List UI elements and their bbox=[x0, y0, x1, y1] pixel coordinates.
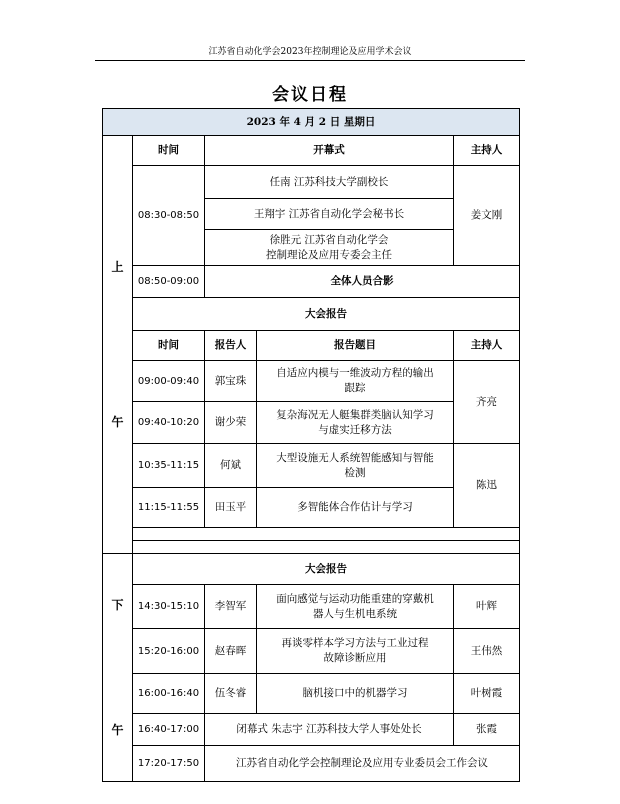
photo-label: 全体人员合影 bbox=[205, 266, 520, 298]
spacer-cell bbox=[133, 528, 520, 541]
afternoon-label bbox=[103, 554, 133, 782]
talk-topic: 多智能体合作估计与学习 bbox=[257, 488, 454, 528]
talk-time: 14:30-15:10 bbox=[133, 585, 205, 629]
time-header: 时间 bbox=[133, 331, 205, 361]
morning-label-char: 上 bbox=[111, 259, 124, 274]
plenary-title-row bbox=[103, 298, 520, 331]
photo-row bbox=[103, 266, 520, 298]
opening-time: 08:30-08:50 bbox=[133, 166, 205, 266]
opening-speaker: 徐胜元 江苏省自动化学会 控制理论及应用专委会主任 bbox=[205, 230, 454, 266]
talk-host: 陈迅 bbox=[454, 444, 520, 528]
topic-header: 报告题目 bbox=[257, 331, 454, 361]
meeting-time: 17:20-17:50 bbox=[133, 746, 205, 782]
spacer-row bbox=[103, 528, 520, 541]
running-header: 江苏省自动化学会2023年控制理论及应用学术会议 bbox=[95, 44, 525, 61]
talk-speaker: 郭宝珠 bbox=[205, 361, 257, 402]
talk-host: 齐亮 bbox=[454, 361, 520, 444]
photo-time: 08:50-09:00 bbox=[133, 266, 205, 298]
opening-speaker: 任南 江苏科技大学副校长 bbox=[205, 166, 454, 199]
speaker-header: 报告人 bbox=[205, 331, 257, 361]
talk-host: 叶树霞 bbox=[454, 674, 520, 714]
talk-row bbox=[103, 629, 520, 674]
talk-time: 15:20-16:00 bbox=[133, 629, 205, 674]
talk-time: 16:00-16:40 bbox=[133, 674, 205, 714]
talk-time: 09:40-10:20 bbox=[133, 402, 205, 444]
talk-speaker: 田玉平 bbox=[205, 488, 257, 528]
talk-topic: 面向感觉与运动功能重建的穿戴机 器人与生机电系统 bbox=[257, 585, 454, 629]
afternoon-plenary-title-row bbox=[103, 554, 520, 585]
talk-topic: 自适应内模与一维波动方程的输出 跟踪 bbox=[257, 361, 454, 402]
talk-row bbox=[103, 674, 520, 714]
time-header: 时间 bbox=[133, 136, 205, 166]
talk-topic: 再谈零样本学习方法与工业过程 故障诊断应用 bbox=[257, 629, 454, 674]
opening-header-row bbox=[103, 136, 520, 166]
talk-time: 10:35-11:15 bbox=[133, 444, 205, 488]
spacer-row bbox=[103, 541, 520, 554]
talk-topic: 脑机接口中的机器学习 bbox=[257, 674, 454, 714]
closing-text: 闭幕式 朱志宇 江苏科技大学人事处处长 bbox=[205, 714, 454, 746]
talk-speaker: 何斌 bbox=[205, 444, 257, 488]
talk-speaker: 谢少荣 bbox=[205, 402, 257, 444]
talk-host: 叶辉 bbox=[454, 585, 520, 629]
opening-host: 姜文刚 bbox=[454, 166, 520, 266]
closing-row bbox=[103, 714, 520, 746]
morning-label bbox=[103, 136, 133, 554]
talk-row bbox=[103, 585, 520, 629]
closing-time: 16:40-17:00 bbox=[133, 714, 205, 746]
talk-topic: 大型设施无人系统智能感知与智能 检测 bbox=[257, 444, 454, 488]
talk-row bbox=[103, 444, 520, 488]
plenary-title: 大会报告 bbox=[133, 298, 520, 331]
opening-speaker-row bbox=[103, 166, 520, 199]
spacer-cell bbox=[133, 541, 520, 554]
host-header: 主持人 bbox=[454, 136, 520, 166]
date-label: 2023 年 4 月 2 日 星期日 bbox=[103, 109, 520, 136]
talk-time: 09:00-09:40 bbox=[133, 361, 205, 402]
afternoon-label-char: 午 bbox=[111, 722, 124, 737]
talk-topic: 复杂海况无人艇集群类脑认知学习 与虚实迁移方法 bbox=[257, 402, 454, 444]
host-header: 主持人 bbox=[454, 331, 520, 361]
closing-host: 张霞 bbox=[454, 714, 520, 746]
talk-time: 11:15-11:55 bbox=[133, 488, 205, 528]
opening-title: 开幕式 bbox=[205, 136, 454, 166]
talk-speaker: 伍冬睿 bbox=[205, 674, 257, 714]
plenary-header-row bbox=[103, 331, 520, 361]
meeting-text: 江苏省自动化学会控制理论及应用专业委员会工作会议 bbox=[205, 746, 520, 782]
talk-speaker: 李智军 bbox=[205, 585, 257, 629]
afternoon-label-char: 下 bbox=[111, 597, 124, 612]
schedule-table bbox=[102, 108, 520, 782]
afternoon-plenary-title: 大会报告 bbox=[133, 554, 520, 585]
opening-speaker: 王翔宇 江苏省自动化学会秘书长 bbox=[205, 199, 454, 230]
meeting-row bbox=[103, 746, 520, 782]
talk-speaker: 赵春晖 bbox=[205, 629, 257, 674]
talk-row bbox=[103, 361, 520, 402]
page-title: 会议日程 bbox=[272, 85, 348, 105]
morning-label-char: 午 bbox=[111, 414, 124, 429]
talk-host: 王伟然 bbox=[454, 629, 520, 674]
date-row bbox=[103, 109, 520, 136]
